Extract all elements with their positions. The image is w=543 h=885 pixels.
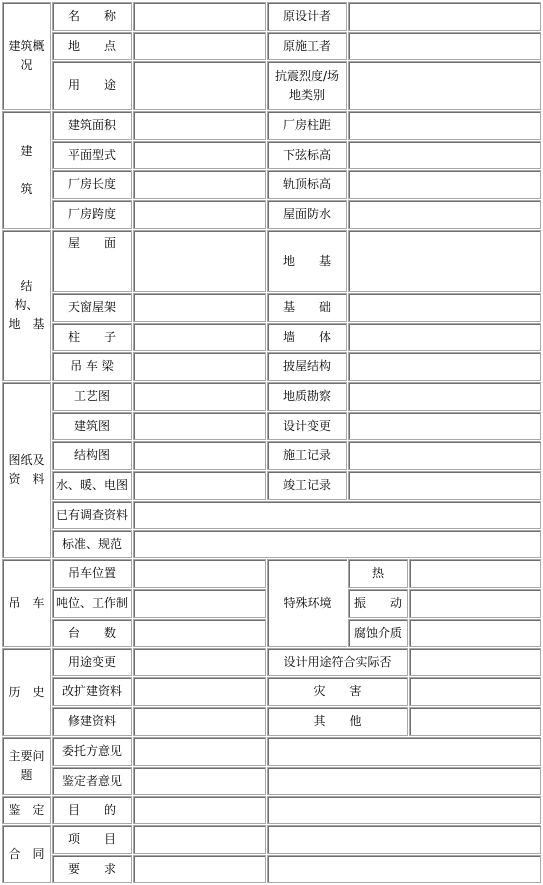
section-building: 建 筑 [2, 111, 51, 229]
label-original-designer: 原设计者 [267, 2, 347, 31]
plant-span-value[interactable] [133, 200, 266, 229]
label-renovation: 改扩建资料 [52, 677, 132, 706]
label-wall: 墙 体 [267, 323, 347, 351]
label-geo-survey: 地质勘察 [267, 382, 347, 411]
crane-beam-value[interactable] [133, 352, 266, 381]
usage-change-value[interactable] [133, 648, 266, 676]
name-value[interactable] [133, 2, 266, 31]
label-ground: 地 基 [267, 230, 347, 292]
label-name: 名 称 [52, 2, 132, 31]
label-lean-to: 披屋结构 [267, 352, 347, 381]
existing-survey-value[interactable] [133, 501, 541, 529]
chord-elevation-value[interactable] [348, 141, 541, 169]
rail-top-elevation-value[interactable] [348, 170, 541, 199]
requirements-value-a[interactable] [133, 855, 266, 883]
label-tonnage: 吨位、工作制 [52, 589, 132, 618]
client-opinion-value-b[interactable] [267, 737, 541, 766]
label-roof: 屋 面 [52, 230, 132, 292]
roof-value[interactable] [133, 230, 266, 292]
label-client-opinion: 委托方意见 [52, 737, 132, 766]
label-rail-top-elevation: 轨顶标高 [267, 170, 347, 199]
vibration-value[interactable] [409, 589, 541, 618]
column-spacing-value[interactable] [348, 111, 541, 140]
label-appraiser-opinion: 鉴定者意见 [52, 767, 132, 795]
label-design-usage: 设计用途符合实际否 [267, 648, 408, 676]
label-struct-drawing: 结构图 [52, 441, 132, 470]
label-column-spacing: 厂房柱距 [267, 111, 347, 140]
roof-waterproof-value[interactable] [348, 200, 541, 229]
appraiser-opinion-value-a[interactable] [133, 767, 266, 795]
location-value[interactable] [133, 32, 266, 60]
section-appraisal: 鉴 定 [2, 796, 51, 824]
label-mep-drawing: 水、暖、电图 [52, 471, 132, 500]
label-floor-area: 建筑面积 [52, 111, 132, 140]
label-usage-change: 用途变更 [52, 648, 132, 676]
geo-survey-value[interactable] [348, 382, 541, 411]
label-seismic: 抗震烈度/场 地类别 [267, 61, 347, 110]
standards-value[interactable] [133, 530, 541, 558]
label-location: 地 点 [52, 32, 132, 60]
label-design-change: 设计变更 [267, 412, 347, 440]
items-value-b[interactable] [267, 825, 541, 854]
label-count: 台 数 [52, 619, 132, 647]
struct-drawing-value[interactable] [133, 441, 266, 470]
label-roof-waterproof: 屋面防水 [267, 200, 347, 229]
section-overview: 建筑概 况 [2, 2, 51, 110]
label-repair: 修建资料 [52, 707, 132, 736]
label-standards: 标准、规范 [52, 530, 132, 558]
design-change-value[interactable] [348, 412, 541, 440]
label-requirements: 要 求 [52, 855, 132, 883]
arch-drawing-value[interactable] [133, 412, 266, 440]
label-plan-type: 平面型式 [52, 141, 132, 169]
label-crane-beam: 吊 车 梁 [52, 352, 132, 381]
section-structure: 结 构、 地 基 [2, 230, 51, 381]
tonnage-value[interactable] [133, 589, 266, 618]
label-original-constructor: 原施工者 [267, 32, 347, 60]
label-disaster: 灾 害 [267, 677, 408, 706]
label-completion-record: 竣工记录 [267, 471, 347, 500]
label-crane-position: 吊车位置 [52, 559, 132, 588]
label-other: 其 他 [267, 707, 408, 736]
appraiser-opinion-value-b[interactable] [267, 767, 541, 795]
skylight-frame-value[interactable] [133, 293, 266, 322]
ground-value[interactable] [348, 230, 541, 292]
label-construction-record: 施工记录 [267, 441, 347, 470]
usage-value[interactable] [133, 61, 266, 110]
label-vibration: 振 动 [348, 589, 408, 618]
section-contract: 合 同 [2, 825, 51, 883]
floor-area-value[interactable] [133, 111, 266, 140]
heat-value[interactable] [409, 559, 541, 588]
items-value-a[interactable] [133, 825, 266, 854]
seismic-value[interactable] [348, 61, 541, 110]
foundation-value[interactable] [348, 293, 541, 322]
requirements-value-b[interactable] [267, 855, 541, 883]
label-items: 项 目 [52, 825, 132, 854]
label-plant-span: 厂房跨度 [52, 200, 132, 229]
design-usage-value[interactable] [409, 648, 541, 676]
other-value[interactable] [409, 707, 541, 736]
lean-to-value[interactable] [348, 352, 541, 381]
label-skylight-frame: 天窗屋架 [52, 293, 132, 322]
disaster-value[interactable] [409, 677, 541, 706]
label-arch-drawing: 建筑图 [52, 412, 132, 440]
plan-type-value[interactable] [133, 141, 266, 169]
original-constructor-value[interactable] [348, 32, 541, 60]
plant-length-value[interactable] [133, 170, 266, 199]
label-purpose: 目 的 [52, 796, 132, 824]
label-chord-elevation: 下弦标高 [267, 141, 347, 169]
client-opinion-value-a[interactable] [133, 737, 266, 766]
count-value[interactable] [133, 619, 266, 647]
label-special-env: 特殊环境 [267, 559, 347, 647]
section-main-issues: 主要问 题 [2, 737, 51, 795]
section-drawings: 图纸及 资 料 [2, 382, 51, 558]
completion-record-value[interactable] [348, 471, 541, 500]
construction-record-value[interactable] [348, 441, 541, 470]
label-corrosive: 腐蚀介质 [348, 619, 408, 647]
label-usage: 用 途 [52, 61, 132, 110]
label-heat: 热 [348, 559, 408, 588]
section-crane: 吊 车 [2, 559, 51, 647]
wall-value[interactable] [348, 323, 541, 351]
label-foundation: 基 础 [267, 293, 347, 322]
corrosive-value[interactable] [409, 619, 541, 647]
column-value[interactable] [133, 323, 266, 351]
label-existing-survey: 已有调查资料 [52, 501, 132, 529]
label-process-drawing: 工艺图 [52, 382, 132, 411]
section-history: 历 史 [2, 648, 51, 736]
original-designer-value[interactable] [348, 2, 541, 31]
repair-value[interactable] [133, 707, 266, 736]
process-drawing-value[interactable] [133, 382, 266, 411]
label-plant-length: 厂房长度 [52, 170, 132, 199]
renovation-value[interactable] [133, 677, 266, 706]
crane-position-value[interactable] [133, 559, 266, 588]
purpose-value-b[interactable] [267, 796, 541, 824]
label-column: 柱 子 [52, 323, 132, 351]
mep-drawing-value[interactable] [133, 471, 266, 500]
purpose-value-a[interactable] [133, 796, 266, 824]
